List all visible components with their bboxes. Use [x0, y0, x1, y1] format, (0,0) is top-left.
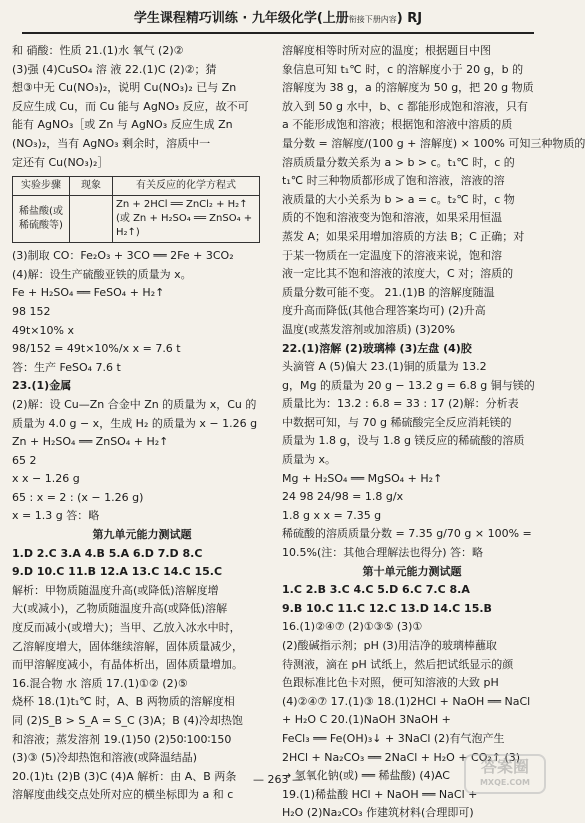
table-row	[13, 196, 260, 243]
right-column	[282, 42, 585, 823]
text-line: 10.5%(注：其他合理解法也得分) 答：略	[282, 546, 484, 560]
table-header-cell: 有关反应的化学方程式	[113, 177, 260, 196]
text-line: Fe + H₂SO₄ ══ FeSO₄ + H₂↑	[12, 286, 165, 300]
text-line: 23.(1)金属	[12, 379, 72, 393]
text-line: (3)③ (5)冷却热饱和溶液(或降温结晶)	[12, 751, 198, 765]
text-line: 解析：甲物质随温度升高(或降低)溶解度增	[12, 583, 219, 597]
text-line: (3)制取 CO：Fe₂O₃ + 3CO ══ 2Fe + 3CO₂	[12, 249, 234, 263]
text-line: 溶解度为 38 g，a 的溶解度为 50 g，把 20 g 物质	[282, 81, 534, 95]
text-line: 量分数 = 溶解度/(100 g + 溶解度) × 100% 可知三种物质的	[282, 136, 585, 150]
text-line: 19.(1)稀盐酸 HCl + NaOH ══ NaCl +	[282, 787, 478, 801]
text-line: 稀硫酸的溶质质量分数 = 7.35 g/70 g × 100% =	[282, 527, 532, 541]
text-line: → 氢氧化钠(或) ══ 稀盐酸) (4)AC	[282, 769, 450, 783]
text-line: 20.(1)t₁ (2)B (3)C (4)A 解析：由 A、B 两条	[12, 769, 237, 783]
text-line: 烧杯 18.(1)t₁℃ 时，A、B 两物质的溶解度相	[12, 695, 235, 709]
text-line: 22.(1)溶解 (2)玻璃棒 (3)左盘 (4)胶	[282, 341, 472, 355]
text-line: 液质量的大小关系为 b > a = c。t₂℃ 时，c 物	[282, 192, 515, 206]
text-line: 1.8 g x x = 7.35 g	[282, 508, 382, 522]
text-line: 同 (2)S_B > S_A = S_C (3)A；B (4)冷却热饱	[12, 714, 243, 727]
text-line: 98/152 = 49t×10%/x x = 7.6 t	[12, 342, 181, 356]
section-title: 第十单元能力测试题	[362, 564, 462, 578]
text-line: (NO₃)₂，当有 AgNO₃ 剩余时，溶质中一	[12, 136, 211, 150]
text-line: 2HCl + Na₂CO₃ ══ 2NaCl + H₂O + CO₂↑ (3)	[282, 750, 521, 764]
text-line: 头滴管 A (5)偏大 23.(1)铜的质量为 13.2	[282, 360, 487, 374]
section-title: 第九单元能力测试题	[92, 528, 192, 542]
text-line: 1.C 2.B 3.C 4.C 5.D 6.C 7.C 8.A	[282, 583, 470, 597]
text-line: 想③中无 Cu(NO₃)₂，说明 Cu(NO₃)₂ 已与 Zn	[12, 81, 237, 95]
text-line: 蒸发 A；如果采用增加溶质的方法 B；C 正确；对	[282, 229, 525, 243]
text-line: x x − 1.26 g	[12, 472, 80, 486]
text-line: Zn + H₂SO₄ ══ ZnSO₄ + H₂↑	[12, 435, 169, 449]
text-line: 于某一物质在一定温度下的溶液来说，饱和溶	[282, 248, 502, 262]
text-line: 和 硝酸：性质 21.(1)水 氧气 (2)②	[12, 44, 184, 57]
text-line: 质量比为：13.2 : 6.8 = 33 : 17 (2)解：分析表	[282, 397, 519, 411]
text-line: 待测液，滴在 pH 试纸上，然后把试纸显示的颜	[282, 657, 514, 671]
text-line: 答：生产 FeSO₄ 7.6 t	[12, 360, 121, 374]
text-line: 65 2	[12, 453, 37, 467]
text-line: 9.B 10.C 11.C 12.C 13.D 14.C 15.B	[282, 601, 492, 615]
text-line: 16.混合物 水 溶质 17.(1)①② (2)⑤	[12, 676, 188, 690]
table-header-row	[13, 177, 260, 196]
text-line: 中数据可知，与 70 g 稀硫酸完全反应消耗镁的	[282, 415, 512, 429]
text-line: 能有 AgNO₃［或 Zn 与 AgNO₃ 反应生成 Zn	[12, 118, 233, 132]
table-header-cell: 现象	[70, 177, 113, 196]
text-line: H₂O (2)Na₂CO₃ 作建筑材料(合理即可)	[282, 806, 474, 820]
text-line: 色跟标准比色卡对照，便可知溶液的大致 pH	[282, 676, 499, 690]
text-line: 和溶液；蒸发溶剂 19.(1)50 (2)50∶100∶150	[12, 732, 232, 746]
text-line: (4)②④⑦ 17.(1)③ 18.(1)2HCl + NaOH ══ NaCl	[282, 694, 531, 708]
left-column	[12, 42, 272, 805]
text-line: 温度(或蒸发溶剂或加溶质) (3)20%	[282, 322, 456, 336]
text-line: FeCl₃ ══ Fe(OH)₃↓ + 3NaCl (2)有气泡产生	[282, 731, 505, 745]
text-line: 98 152	[12, 304, 51, 318]
watermark-url: MXQE.COM	[479, 778, 531, 787]
text-line: 度反而减小(或增大)；当甲、乙放入冰水中时，	[12, 621, 241, 635]
text-line: 象信息可知 t₁℃ 时，c 的溶解度小于 20 g，b 的	[282, 62, 524, 76]
header-subtitle: 衔接下册内容	[348, 15, 397, 24]
text-line: 度升高而降低(其他合理答案均可) (2)升高	[282, 304, 486, 318]
text-line: (2)解：设 Cu—Zn 合金中 Zn 的质量为 x，Cu 的	[12, 397, 257, 411]
text-line: 65 : x = 2 : (x − 1.26 g)	[12, 490, 144, 504]
text-line: x = 1.3 g 答：略	[12, 509, 100, 523]
text-line: 质量为 1.8 g，设与 1.8 g 镁反应的稀硫酸的溶质	[282, 434, 525, 448]
text-line: 大(或减小)，乙物质随温度升高(或降低)溶解	[12, 602, 228, 616]
text-line: 1.D 2.C 3.A 4.B 5.A 6.D 7.D 8.C	[12, 546, 203, 560]
watermark-logo	[464, 754, 546, 794]
table-cell	[70, 196, 113, 243]
text-line: 放入到 50 g 水中，b、c 都能形成饱和溶液，只有	[282, 99, 528, 113]
text-line: Mg + H₂SO₄ ══ MgSO₄ + H₂↑	[282, 471, 443, 485]
text-line: 质量为 x。	[282, 453, 337, 467]
text-line: 定还有 Cu(NO₃)₂］	[12, 155, 109, 169]
table-cell: Zn + 2HCl ══ ZnCl₂ + H₂↑ (或 Zn + H₂SO₄ ══ ZnSO₄ + H₂↑)	[113, 196, 260, 243]
text-line: (4)解：设生产硫酸亚铁的质量为 x。	[12, 267, 192, 281]
table-header-cell: 实验步骤	[13, 177, 70, 196]
text-line: 9.D 10.C 11.B 12.A 13.C 14.C 15.C	[12, 565, 223, 579]
text-line: (3)强 (4)CuSO₄ 溶 液 22.(1)C (2)②；猜	[12, 62, 217, 76]
experiment-table	[12, 176, 260, 243]
text-line: 溶质质量分数关系为 a > b > c。t₁℃ 时，c 的	[282, 155, 515, 169]
text-line: 而甲溶解度减小，有晶体析出，固体质量增加。	[12, 658, 243, 672]
header-tail: ) RJ	[396, 11, 423, 26]
header-title: 学生课程精巧训练 · 九年级化学(上册	[133, 11, 349, 26]
page-number: — 263 —	[253, 773, 303, 786]
text-line: 24 98 24/98 = 1.8 g/x	[282, 490, 404, 504]
text-line: 反应生成 Cu，而 Cu 能与 AgNO₃ 反应，故不可	[12, 99, 249, 113]
text-line: 质量为 4.0 g − x，生成 H₂ 的质量为 x − 1.26 g	[12, 416, 258, 430]
page-header	[22, 6, 534, 34]
table-cell: 稀盐酸(或稀硫酸等)	[13, 196, 70, 243]
text-line: t₁℃ 时三种物质都形成了饱和溶液，溶液的溶	[282, 174, 505, 188]
text-line: 溶解度曲线交点处所对应的横坐标即为 a 和 c	[12, 788, 234, 802]
text-line: 乙溶解度增大，固体继续溶解，固体质量减少，	[12, 639, 243, 653]
text-line: g，Mg 的质量为 20 g − 13.2 g = 6.8 g 铜与镁的	[282, 378, 535, 392]
text-line: 49t×10% x	[12, 323, 74, 337]
text-line: (2)酸碱指示剂；pH (3)用洁净的玻璃棒蘸取	[282, 639, 497, 652]
text-line: a 不能形成饱和溶液；根据饱和溶液中溶质的质	[282, 118, 513, 132]
text-line: 质量分数可能不变。 21.(1)B 的溶解度随温	[282, 285, 495, 299]
text-line: + H₂O C 20.(1)NaOH 3NaOH +	[282, 713, 451, 727]
text-line: 溶解度相等时所对应的温度；根据题目中图	[282, 44, 491, 57]
text-line: 液一定比其不饱和溶液的浓度大，C 对；溶质的	[282, 267, 514, 281]
text-line: 16.(1)②④⑦ (2)①③⑤ (3)①	[282, 620, 423, 634]
watermark-text: 答案圈	[480, 757, 529, 776]
text-line: 质的不饱和溶液变为饱和溶液，如果采用恒温	[282, 211, 502, 225]
